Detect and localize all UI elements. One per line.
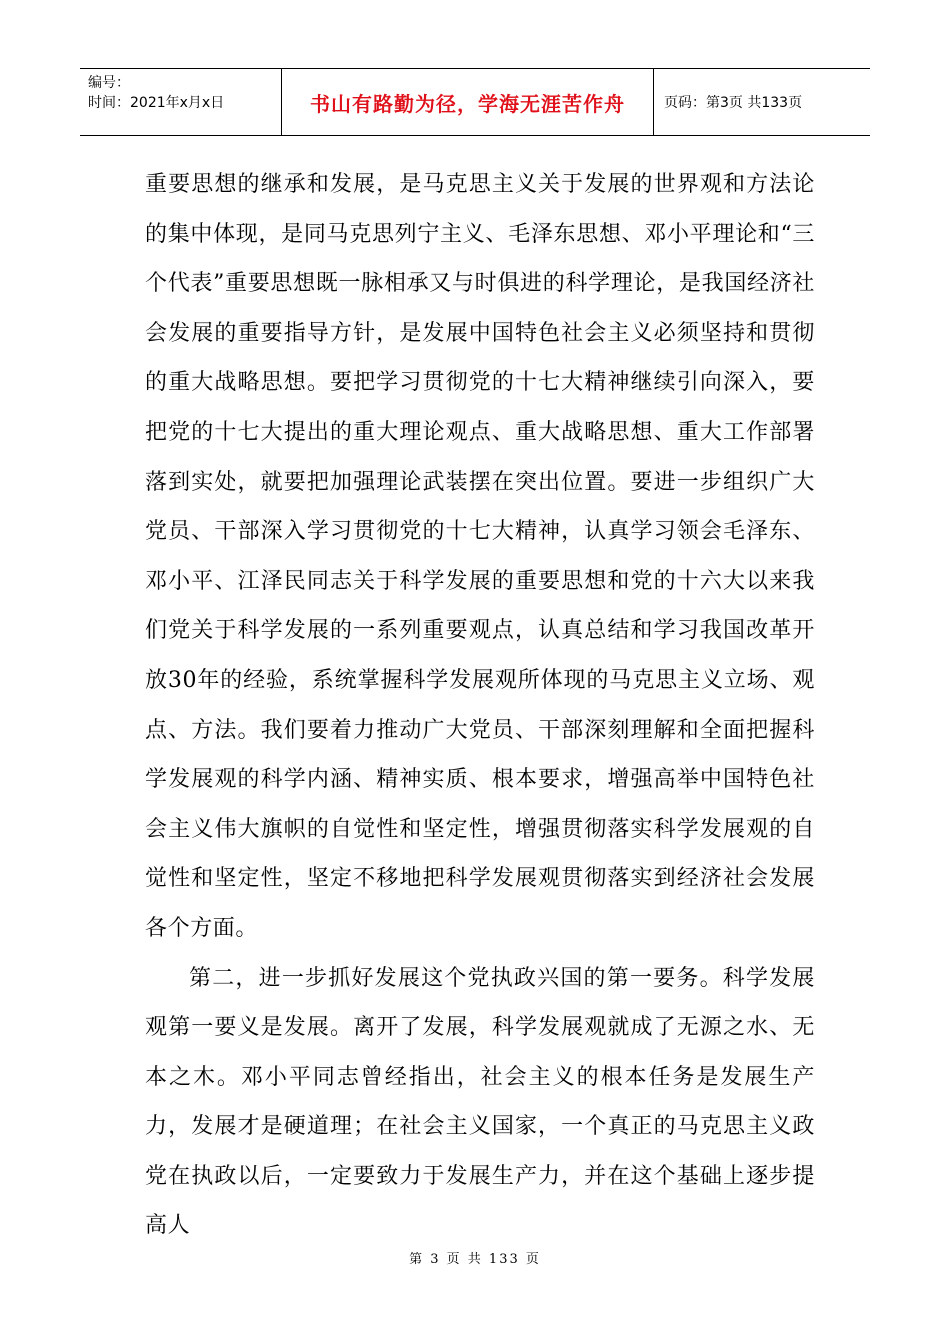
- page-label: 页码：第3页 共133页: [664, 95, 803, 111]
- document-header: [80, 68, 870, 136]
- paragraph: 重要思想的继承和发展，是马克思主义关于发展的世界观和方法论的集中体现，是同马克思列宁主义、毛泽东思想、邓小平理论和“三个代表”重要思想既一脉相承又与时俱进的科学理论，是我国经济社会发展的重要指导方针，是发展中国特色社会主义必须坚持和贯彻的重大战略思想。要把学习贯彻党的十七大精神继续引向深入，要把党的十七大提出的重大理论观点、重大战略思想、重大工作部署落到实处，就要把加强理论武装摆在突出位置。要进一步组织广大党员、干部深入学习贯彻党的十七大精神，认真学习领会毛泽东、邓小平、江泽民同志关于科学发展的重要思想和党的十六大以来我们党关于科学发展的一系列重要观点，认真总结和学习我国改革开放30年的经验，系统掌握科学发展观所体现的马克思主义立场、观点、方法。我们要着力推动广大党员、干部深刻理解和全面把握科学发展观的科学内涵、精神实质、根本要求，增强高举中国特色社会主义伟大旗帜的自觉性和坚定性，增强贯彻落实科学发展观的自觉性和坚定性，坚定不移地把科学发展观贯彻落实到经济社会发展各个方面。: [145, 172, 815, 941]
- time-label: 时间：2021年x月x日: [88, 95, 225, 111]
- page-footer: 第 3 页 共 133 页: [409, 1252, 541, 1267]
- paragraph: 第二，进一步抓好发展这个党执政兴国的第一要务。科学发展观第一要义是发展。离开了发展，科学发展观就成了无源之水、无本之木。邓小平同志曾经指出，社会主义的根本任务是发展生产力，发展才是硬道理；在社会主义国家，一个真正的马克思主义政党在执政以后，一定要致力于发展生产力，并在这个基础上逐步提高人: [145, 965, 815, 1239]
- number-label: 编号：: [88, 75, 130, 91]
- header-motto-cell: [282, 69, 654, 135]
- document-body: [145, 160, 815, 1251]
- motto-text: 书山有路勤为径，学海无涯苦作舟: [310, 91, 625, 116]
- header-meta-cell: [80, 69, 282, 135]
- header-page-cell: [654, 69, 870, 135]
